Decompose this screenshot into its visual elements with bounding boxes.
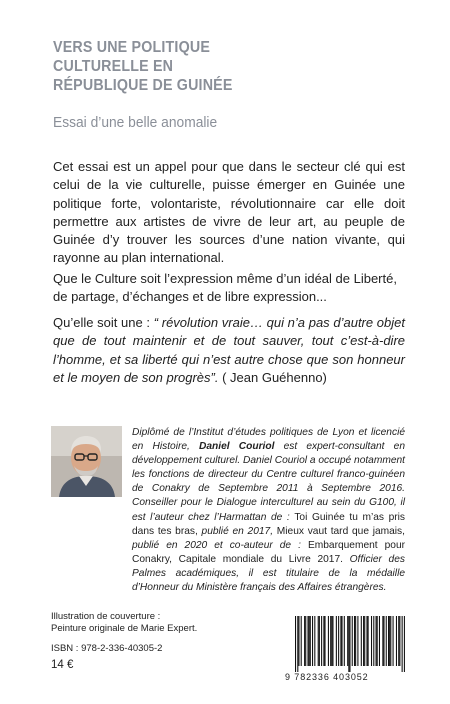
author-portrait-image bbox=[51, 426, 122, 497]
barcode-bar bbox=[379, 616, 380, 666]
barcode-bar bbox=[332, 616, 333, 666]
barcode-bar bbox=[363, 616, 364, 666]
barcode-bar bbox=[331, 616, 332, 666]
barcode-bar bbox=[336, 616, 337, 666]
barcode-bar bbox=[301, 616, 302, 666]
barcode-bar bbox=[324, 616, 325, 666]
barcode-bar bbox=[295, 616, 296, 672]
bio-segment: Toi Guinée tu m’as pris dans tes bras, bbox=[132, 511, 405, 537]
barcode-bar bbox=[377, 616, 378, 666]
bio-segment: Daniel Couriol bbox=[199, 441, 275, 453]
barcode-bar bbox=[383, 616, 384, 666]
barcode-bar bbox=[348, 616, 349, 672]
quote-text: “ révolution vraie… qui n’a pas d’autre objet que de tout maintenir et de tout sauver, tout c’est-à-dire l’homme, et sa liberté qui n’est autre chose que son honneur et le moyen de son progrès”. bbox=[53, 315, 405, 385]
barcode-bar bbox=[297, 616, 298, 672]
barcode bbox=[285, 612, 407, 684]
barcode-bar bbox=[390, 616, 391, 666]
barcode-bar bbox=[386, 616, 387, 666]
barcode-bar bbox=[399, 616, 400, 666]
author-biography bbox=[132, 426, 405, 595]
barcode-bar bbox=[314, 616, 315, 666]
barcode-bar bbox=[349, 616, 350, 672]
title-line: VERS UNE POLITIQUE bbox=[53, 39, 211, 56]
price: 14 € bbox=[51, 659, 74, 671]
barcode-bar bbox=[382, 616, 383, 666]
barcode-bar bbox=[376, 616, 377, 666]
barcode-bar bbox=[310, 616, 311, 666]
barcode-bar bbox=[357, 616, 358, 666]
barcode-bar bbox=[347, 616, 348, 666]
bio-segment: Embarquement pour Conakry, Capitale mondiale du Livre 2017. bbox=[132, 539, 406, 565]
barcode-bar bbox=[321, 616, 322, 666]
barcode-bar bbox=[328, 616, 329, 666]
author-photo bbox=[51, 426, 122, 497]
barcode-bar bbox=[319, 616, 320, 666]
barcode-bar bbox=[396, 616, 397, 666]
quote-attribution: ( Jean Guéhenno) bbox=[218, 369, 327, 385]
barcode-bar bbox=[371, 616, 372, 666]
isbn: ISBN : 978-2-336-40305-2 bbox=[51, 643, 163, 654]
title-line: CULTURELLE EN bbox=[53, 58, 174, 75]
bio-segment: Mieux vaut tard que jamais, bbox=[276, 525, 405, 537]
barcode-bar bbox=[366, 616, 367, 666]
bio-segment: est expert-consultant en développement culturel. Daniel Couriol a occupé notamment les fonctions de directeur du Centre culturel franco-guinéen de Conakry de Septembre 2011 à Septembre 2016. Conseiller pour le Dialogue interculturel au sein du G100, il est l’auteur chez l’Harmattan de : bbox=[132, 441, 405, 523]
barcode-bar bbox=[305, 616, 306, 666]
barcode-bar bbox=[402, 616, 403, 672]
barcode-bar bbox=[368, 616, 369, 666]
barcode-bar bbox=[361, 616, 362, 666]
paragraph-culture: Que le Culture soit l’expression même d’un idéal de Liberté, de partage, d’échanges et de libre expression... bbox=[53, 271, 397, 305]
bio-segment: Diplômé de l’Institut d’études politiques de Lyon et licencié en Histoire, bbox=[132, 427, 405, 453]
bio-segment: publié en 2017, bbox=[201, 525, 277, 537]
barcode-bar bbox=[341, 616, 342, 666]
paragraph-intro: Cet essai est un appel pour que dans le secteur clé qui est celui de la vie culturelle, puisse émerger en Guinée une politique forte, volontariste, révolutionnaire car elle doit permettre aux artistes de vivre de leur art, au peuple de Guinée d’y trouver les sources d’une nation vivante, qui rayonne au plan international. bbox=[53, 159, 405, 266]
barcode-bar bbox=[389, 616, 390, 666]
credit-value: Peinture originale de Marie Expert. bbox=[51, 622, 198, 634]
cover-credit bbox=[51, 611, 197, 634]
barcode-bar bbox=[388, 616, 389, 666]
bio-segment: publié en 2020 et co-auteur de : bbox=[132, 539, 308, 551]
barcode-bar bbox=[307, 616, 308, 666]
barcode-bar bbox=[338, 616, 339, 666]
barcode-bar bbox=[393, 616, 394, 666]
barcode-bar bbox=[309, 616, 310, 666]
barcode-bar bbox=[330, 616, 331, 666]
barcode-bar bbox=[352, 616, 353, 666]
barcode-bar bbox=[304, 616, 305, 666]
barcode-bar bbox=[354, 616, 355, 666]
barcode-bar bbox=[344, 616, 345, 666]
bio-segment: Officier des Palmes académiques, il est titulaire de la médaille d’Honneur du Ministère français des Affaires étrangères. bbox=[132, 553, 405, 594]
book-subtitle: Essai d’une belle anomalie bbox=[53, 114, 218, 131]
paragraph-quote bbox=[53, 314, 405, 387]
barcode-bar bbox=[312, 616, 313, 666]
barcode-bar bbox=[398, 616, 399, 666]
quote-intro: Qu’elle soit une : bbox=[53, 315, 154, 330]
barcode-bar bbox=[323, 616, 324, 666]
barcode-bar bbox=[318, 616, 319, 666]
title-line: RÉPUBLIQUE DE GUINÉE bbox=[53, 77, 233, 94]
barcode-bar bbox=[355, 616, 356, 666]
credit-label: Illustration de couverture : bbox=[51, 611, 161, 622]
barcode-bar bbox=[298, 616, 299, 666]
barcode-bar bbox=[404, 616, 405, 672]
barcode-bar bbox=[373, 616, 374, 666]
barcode-bar bbox=[364, 616, 365, 666]
book-title bbox=[53, 38, 357, 95]
barcode-digits: 9 782336 403052 bbox=[285, 672, 369, 682]
barcode-bars bbox=[295, 616, 405, 672]
barcode-bar bbox=[340, 616, 341, 666]
